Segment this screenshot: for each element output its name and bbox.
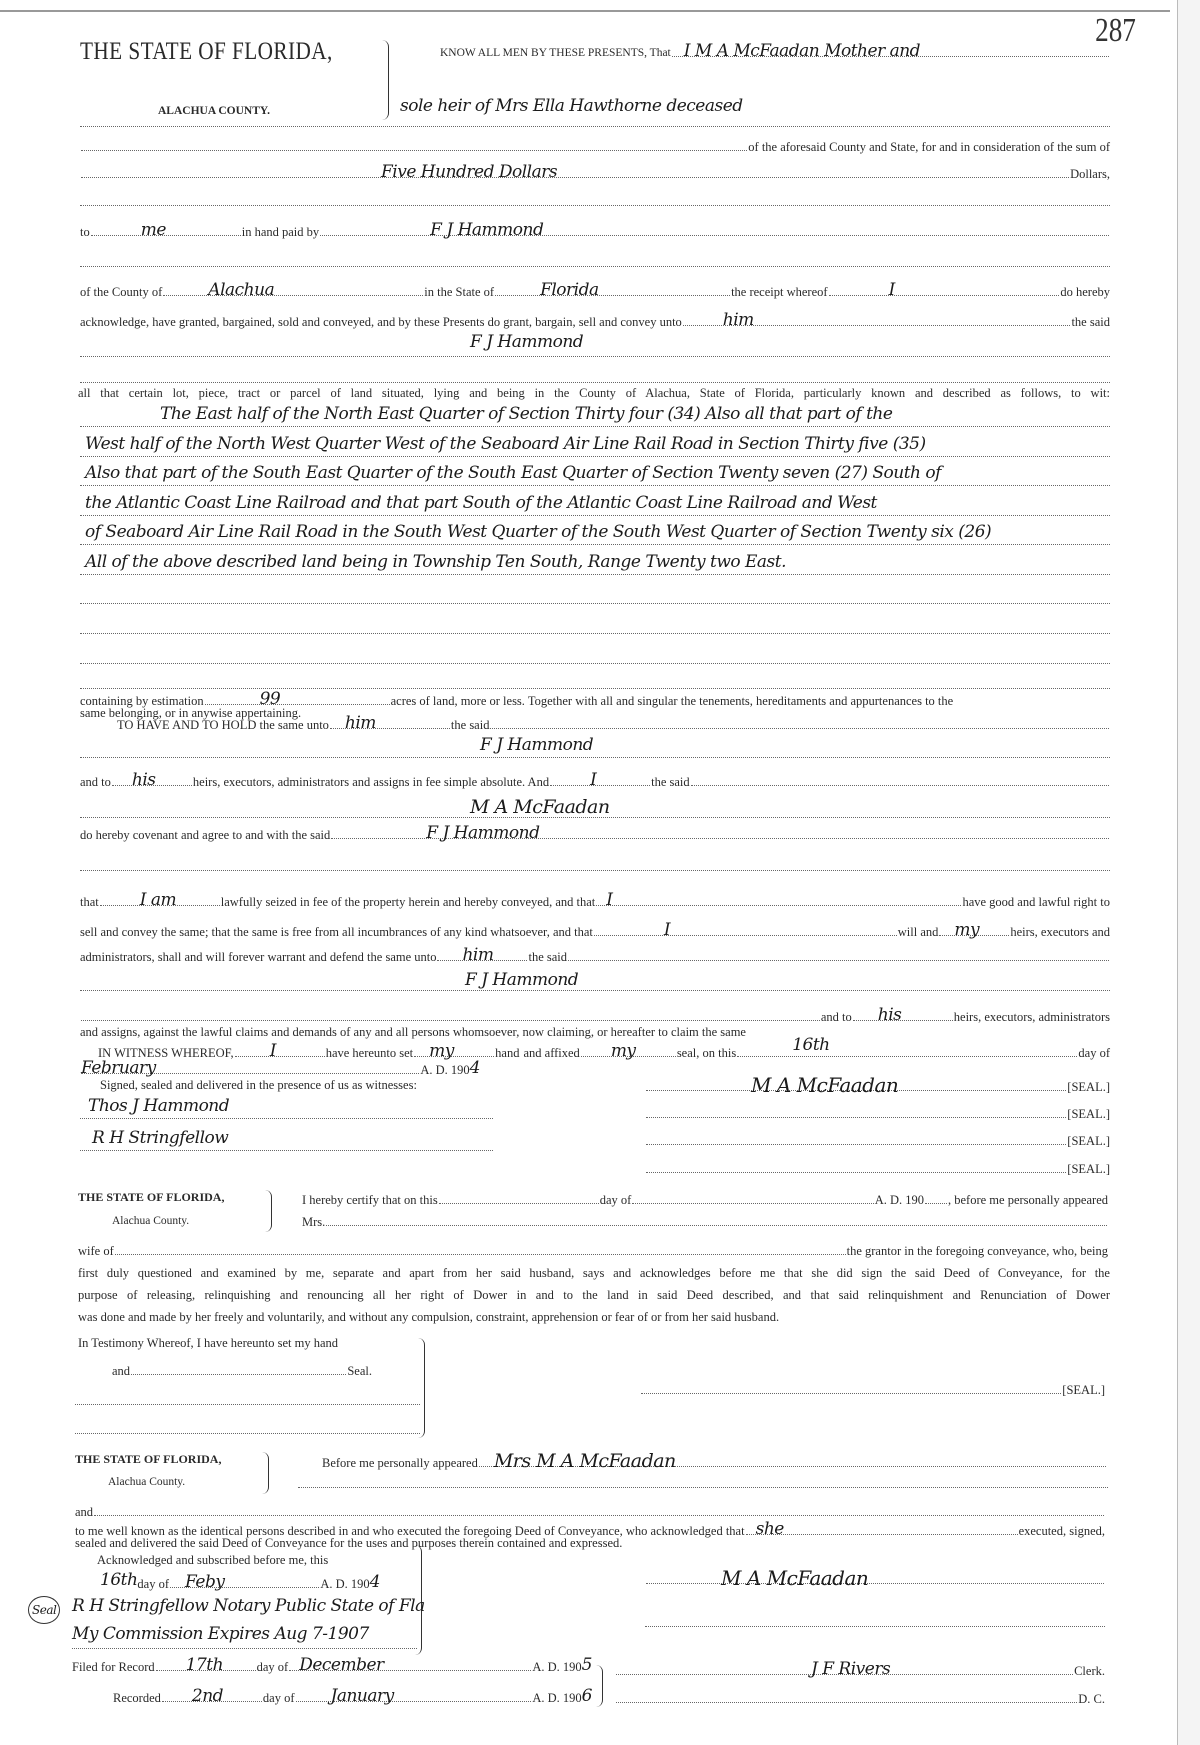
page-right-edge [1177, 0, 1200, 1745]
brace [418, 1338, 425, 1438]
witness-signature: Thos J Hammond [88, 1096, 230, 1116]
dower-paragraph-3: was done and made by her freely and voluntarily, and without any compulsion, constraint, apprehension or fear of or from her said husband. [78, 1310, 780, 1324]
covenant-field [331, 823, 1109, 843]
ack-month-handwriting: Feby [185, 1572, 225, 1592]
dotted-rule [80, 1118, 493, 1119]
dotted-rule [80, 663, 1110, 664]
dotted-rule [80, 990, 1110, 991]
mrs-field [326, 1224, 1107, 1226]
acknowledge-text: acknowledge, have granted, bargained, sold and conveyed, and by these Presents do grant, bargain, sell and convey unto [80, 315, 682, 329]
receipt-handwriting: I [888, 280, 895, 300]
month-field [632, 1202, 873, 1204]
lawfully-handwriting: I [606, 890, 613, 910]
and-field [550, 770, 650, 790]
seal-row [645, 1162, 1110, 1176]
and-to-label: and to [820, 1010, 852, 1024]
page-top-edge [0, 10, 1170, 12]
paid-by-label: in hand paid by [241, 225, 320, 239]
ad-label: A. D. 190 [874, 1193, 924, 1207]
testimony-row [78, 1336, 438, 1350]
recorded-label: Recorded [113, 1691, 161, 1705]
administrators-text: administrators, shall and will forever warrant and defend the same unto [80, 950, 437, 964]
and-to-2-field [853, 1005, 953, 1025]
dotted-rule [80, 382, 1110, 383]
before-label: Before me personally appeared [322, 1456, 478, 1470]
aforesaid-text: of the aforesaid County and State, for and in consideration of the sum of [748, 140, 1110, 154]
county-title: ALACHUA COUNTY. [158, 105, 271, 117]
day-of-label: day of [599, 1193, 632, 1207]
and-to-label: and to [80, 775, 111, 789]
to-label: to [80, 225, 90, 239]
dotted-rule [72, 1648, 417, 1649]
to-have-handwriting: him [344, 713, 376, 733]
seal-label: [SEAL.] [1067, 1080, 1110, 1094]
clerk-label: Clerk. [1074, 1664, 1105, 1678]
brace [382, 40, 389, 120]
month-handwriting: February [81, 1058, 156, 1078]
receipt-label: the receipt whereof [731, 285, 828, 299]
blank-field [81, 1019, 820, 1021]
good-right-text: have good and lawful right to [962, 895, 1110, 909]
year-handwriting: 4 [469, 1058, 480, 1078]
same-belonging-text: same belonging, or in anywise appertaining. [80, 706, 302, 720]
ack-state: THE STATE OF FLORIDA, [75, 1452, 222, 1466]
that-label: that [80, 895, 99, 909]
clerk-row [615, 1659, 1105, 1679]
wife-field [115, 1253, 846, 1255]
dc-row [615, 1692, 1105, 1706]
dotted-rule [80, 544, 1110, 545]
dollars-text: Dollars, [1070, 167, 1110, 181]
grantee-handwriting: F J Hammond [470, 332, 584, 352]
filed-day-handwriting: 17th [185, 1655, 224, 1675]
affixed-label: and affixed [523, 1046, 580, 1060]
recorded-row [113, 1686, 592, 1706]
before-text: , before me personally appeared [948, 1193, 1108, 1207]
acres-handwriting: 99 [259, 689, 281, 709]
dotted-rule [80, 817, 1110, 818]
dotted-rule [298, 1487, 1108, 1488]
grantee-handwriting: F J Hammond [480, 735, 594, 755]
description-line: West half of the North West Quarter West of the Seaboard Air Line Rail Road in Section Thirty five (35) [85, 434, 926, 454]
ad-label: A. D. 190 [532, 1691, 582, 1705]
to-have-field [330, 713, 450, 733]
ack-county: Alachua County. [108, 1476, 186, 1488]
assigns-row [80, 1025, 1110, 1039]
blank-field [81, 149, 747, 151]
filed-label: Filed for Record [72, 1660, 155, 1674]
month-field [81, 1058, 419, 1078]
defend-field [437, 945, 527, 965]
known-text: to me well known as the identical persons described in and who executed the foregoing Deed of Conveyance, who acknowledged that [75, 1524, 745, 1538]
convey-field [683, 310, 1071, 330]
hand-label: hand [495, 1046, 520, 1060]
set-handwriting: my [429, 1041, 454, 1061]
dotted-rule [80, 515, 1110, 516]
filed-month-handwriting: December [299, 1655, 384, 1675]
brace [262, 1452, 269, 1494]
blank-field [646, 1116, 1066, 1118]
day-field [439, 1202, 599, 1204]
day-of-label: day of [262, 1691, 295, 1705]
that-field [100, 890, 220, 910]
dotted-rule [80, 1150, 493, 1151]
clerk-signature: J F Rivers [811, 1659, 891, 1679]
to-have-label: TO HAVE AND TO HOLD the same unto [117, 718, 329, 732]
seal-label: [SEAL.] [1067, 1134, 1110, 1148]
sell-text: sell and convey the same; that the same is free from all incumbrances of any kind whatsoever, and that [80, 925, 593, 939]
ack-signature-row [645, 1566, 1105, 1590]
description-line: The East half of the North East Quarter of Section Thirty four (34) Also all that part of the [160, 404, 893, 424]
witness-handwriting: I [269, 1041, 276, 1061]
rec-day-handwriting: 2nd [191, 1686, 224, 1706]
covenant-handwriting: F J Hammond [426, 823, 540, 843]
dc-label: D. C. [1078, 1692, 1105, 1706]
ack-date-row [100, 1570, 380, 1592]
witness-row [98, 1035, 1110, 1061]
day-handwriting: 16th [792, 1035, 830, 1055]
dotted-rule [80, 485, 1110, 486]
brace [596, 1665, 603, 1707]
rec-year-handwriting: 6 [581, 1686, 592, 1706]
dotted-rule [80, 205, 1110, 206]
witness-field [235, 1041, 325, 1061]
description-line: Also that part of the South East Quarter of the South East Quarter of Section Twenty seven (27) South of [85, 463, 941, 483]
subscribed-text: Acknowledged and subscribed before me, this [97, 1553, 329, 1567]
county-handwriting: Alachua [208, 280, 275, 300]
affixed-handwriting: my [610, 1041, 636, 1061]
testimony-seal-row [112, 1364, 372, 1378]
witness-signature: R H Stringfellow [92, 1128, 229, 1148]
will-field [939, 920, 1009, 940]
to-handwriting: me [140, 220, 166, 240]
will-and-label: will and [897, 925, 939, 939]
known-field [746, 1519, 1018, 1539]
state-field [495, 280, 730, 300]
blank-field [646, 1143, 1066, 1145]
assigns-text: and assigns, against the lawful claims and demands of any and all persons whomsoever, now claiming, or hereafter to claim the same [80, 1025, 746, 1039]
certify-row [302, 1193, 1108, 1207]
brace [265, 1190, 272, 1232]
acknowledge-row [80, 310, 1110, 330]
filed-day-field [156, 1655, 256, 1675]
the-said-label: the said [1071, 315, 1110, 329]
ack-year-handwriting: 4 [369, 1572, 380, 1592]
county-label: of the County of [80, 285, 163, 299]
dotted-rule [80, 574, 1110, 575]
dower-paragraph-1: first duly questioned and examined by me, separate and apart from her said husband, says and acknowledges before me that she did sign the said Deed of Conveyance, for the [78, 1266, 1110, 1280]
day-of-label: day of [137, 1577, 170, 1591]
dc-field [616, 1701, 1077, 1703]
the-said-label: the said [450, 718, 490, 732]
and-field [94, 1514, 1104, 1516]
heirs-admin-text: heirs, executors, administrators [953, 1010, 1110, 1024]
mrs-label: Mrs. [302, 1215, 326, 1229]
dotted-rule [645, 1626, 1105, 1627]
dotted-rule [80, 688, 1110, 689]
and-label: and [75, 1505, 94, 1519]
on-this-label: , on this [696, 1046, 737, 1060]
year-field [925, 1202, 947, 1204]
and-label: and [112, 1364, 131, 1378]
blank-field [646, 1171, 1066, 1173]
before-handwriting: Mrs M A McFaadan [493, 1450, 676, 1472]
notary-seal: Seal [28, 1596, 60, 1624]
to-have-row [117, 713, 1110, 733]
county-field [163, 280, 423, 300]
seal-row [645, 1107, 1110, 1121]
executed-text: executed, signed, [1018, 1524, 1105, 1538]
defend-handwriting: him [462, 945, 494, 965]
paid-by-handwriting: F J Hammond [430, 220, 544, 240]
rec-day-field [162, 1686, 262, 1706]
wife-row [78, 1244, 1108, 1258]
ack-signature-field [646, 1566, 1104, 1590]
seal-row [645, 1134, 1110, 1148]
page-number: 287 [1095, 12, 1136, 49]
rec-month-field [296, 1686, 532, 1706]
sum-row [80, 162, 1110, 182]
dower-paragraph-2: purpose of releasing, relinquishing and renouncing all her right of Dower in and to the land in said Deed described, and that said relinquishment and Renunciation of Dower [78, 1288, 1110, 1302]
seal-label: [SEAL.] [1062, 1383, 1105, 1397]
grantee-handwriting: F J Hammond [465, 970, 579, 990]
blank-field [641, 1392, 1061, 1394]
filed-row [72, 1655, 592, 1675]
sell-row [80, 920, 1110, 940]
description-line: the Atlantic Coast Line Railroad and that part South of the Atlantic Coast Line Railroad and West [85, 493, 877, 513]
that-handwriting: I am [139, 890, 177, 910]
before-field [479, 1450, 1106, 1472]
signed-row [100, 1078, 500, 1092]
know-all-row [440, 41, 1110, 61]
sum-field [81, 162, 1069, 182]
convey-handwriting: him [722, 310, 754, 330]
grantor-handwriting: I M A McFaadan Mother and [683, 41, 921, 61]
state-handwriting: Florida [540, 280, 599, 300]
dower-county: Alachua County. [112, 1215, 190, 1227]
aforesaid-row [80, 140, 1110, 154]
clerk-field [616, 1659, 1073, 1679]
lawfully-text: lawfully seized in fee of the property herein and hereby conveyed, and that [220, 895, 596, 909]
covenant-label: do hereby covenant and agree to and with the said [80, 828, 331, 842]
ad-label: A. D. 190 [420, 1063, 470, 1077]
and-to-row [80, 770, 1110, 790]
and-handwriting: I [590, 770, 597, 790]
rec-month-handwriting: January [330, 1686, 394, 1706]
dotted-rule [80, 870, 1110, 871]
day-of-label: day of [256, 1660, 289, 1674]
filed-month-field [289, 1655, 531, 1675]
to-field [91, 220, 241, 240]
notary-handwriting: R H Stringfellow Notary Public State of Fla [72, 1596, 425, 1616]
lawfully-field [596, 890, 961, 910]
blank-field [568, 959, 1109, 961]
the-said-label: the said [528, 950, 568, 964]
dotted-rule [80, 633, 1110, 634]
sum-handwriting: Five Hundred Dollars [381, 162, 558, 182]
ad-label: A. D. 190 [532, 1660, 582, 1674]
covenant-row [80, 823, 1110, 843]
seal-label: [SEAL.] [1067, 1107, 1110, 1121]
day-field [737, 1035, 1077, 1057]
known-handwriting: she [755, 1519, 784, 1539]
state-title: THE STATE OF FLORIDA, [80, 38, 333, 65]
administrators-row [80, 945, 1110, 965]
grantor-field [672, 41, 1109, 61]
ad-label: A. D. 190 [320, 1577, 370, 1591]
and-to-handwriting: his [131, 770, 156, 790]
heirs-exec-text: heirs, executors and [1010, 925, 1110, 939]
day-of-label: day of [1078, 1046, 1110, 1060]
grantor-handwriting-2: sole heir of Mrs Ella Hawthorne deceased [400, 96, 743, 116]
filed-year-handwriting: 5 [581, 1655, 592, 1675]
known-text-2: sealed and delivered the said Deed of Conveyance for the uses and purposes therein contained and expressed. [75, 1536, 623, 1550]
before-row [322, 1450, 1107, 1472]
dotted-rule [80, 266, 1110, 267]
county-row [80, 280, 1110, 300]
that-row [80, 890, 1110, 910]
ack-signature: M A McFaadan [721, 1566, 869, 1590]
all-that-text: all that certain lot, piece, tract or parcel of land situated, lying and being in the County of Alachua, State of Florida, particularly known and described as follows, to wit: [78, 386, 1110, 400]
receipt-field [829, 280, 1060, 300]
seal-word: Seal. [347, 1364, 372, 1378]
containing-label: containing by estimation [80, 694, 204, 708]
sell-field [594, 920, 897, 940]
subscribed-row [97, 1553, 497, 1567]
acres-text: acres of land, more or less. Together with all and singular the tenements, hereditaments and appurtenances to the [390, 694, 954, 708]
ack-month-field [170, 1572, 319, 1592]
paid-by-field [320, 220, 1109, 240]
dotted-rule [80, 126, 1110, 127]
sell-handwriting: I [663, 920, 671, 940]
dower-state: THE STATE OF FLORIDA, [78, 1190, 225, 1204]
description-line: All of the above described land being in Township Ten South, Range Twenty two East. [85, 552, 787, 572]
set-field [414, 1041, 494, 1061]
seal-row [640, 1383, 1105, 1397]
heirs-fee-text: heirs, executors, administrators and assigns in fee simple absolute. And [192, 775, 550, 789]
dotted-rule [80, 757, 1110, 758]
paid-row [80, 220, 1110, 240]
ack-day-handwriting: 16th [100, 1570, 138, 1590]
description-line: of Seaboard Air Line Rail Road in the South West Quarter of the South West Quarter of Section Twenty six (26) [85, 522, 992, 542]
and-row [75, 1505, 1105, 1519]
affixed-field [581, 1041, 676, 1061]
commission-handwriting: My Commission Expires Aug 7-1907 [72, 1624, 369, 1644]
dotted-rule [80, 456, 1110, 457]
signature-row [645, 1073, 1110, 1097]
dotted-rule [75, 1433, 420, 1434]
grantor-signature: M A McFaadan [751, 1073, 899, 1097]
mrs-row [302, 1215, 1108, 1229]
know-all-label: KNOW ALL MEN BY THESE PRESENTS, That [440, 47, 671, 59]
grantor-text: the grantor in the foregoing conveyance, who, being [846, 1244, 1108, 1258]
grantor-handwriting: M A McFaadan [470, 796, 610, 818]
signature-field [646, 1073, 1066, 1097]
dotted-rule [80, 426, 1110, 427]
do-hereby-label: do hereby [1060, 285, 1110, 299]
and-to-field [112, 770, 192, 790]
dotted-rule [80, 356, 1110, 357]
signed-text: Signed, sealed and delivered in the presence of us as witnesses: [100, 1078, 417, 1092]
known-row-2 [75, 1536, 1105, 1550]
dotted-rule [80, 603, 1110, 604]
blank-field [691, 784, 1109, 786]
blank-field [131, 1373, 346, 1375]
seal-label: seal [676, 1046, 697, 1060]
and-to-2-handwriting: his [877, 1005, 902, 1025]
acres-field [205, 689, 390, 709]
date-row [80, 1058, 480, 1078]
the-said-label: the said [651, 775, 690, 789]
testimony-text: In Testimony Whereof, I have hereunto set my hand [78, 1336, 339, 1350]
wife-of-label: wife of [78, 1244, 114, 1258]
blank-field [490, 727, 1109, 729]
witness-label: IN WITNESS WHEREOF, [98, 1046, 234, 1060]
seal-label: [SEAL.] [1067, 1162, 1110, 1176]
certify-text: I hereby certify that on this [302, 1193, 438, 1207]
state-label: in the State of [424, 285, 495, 299]
and-to-2-row [80, 1005, 1110, 1025]
hereunto-label: have hereunto set [325, 1046, 414, 1060]
dotted-rule [75, 1404, 420, 1405]
will-handwriting: my [954, 920, 980, 940]
